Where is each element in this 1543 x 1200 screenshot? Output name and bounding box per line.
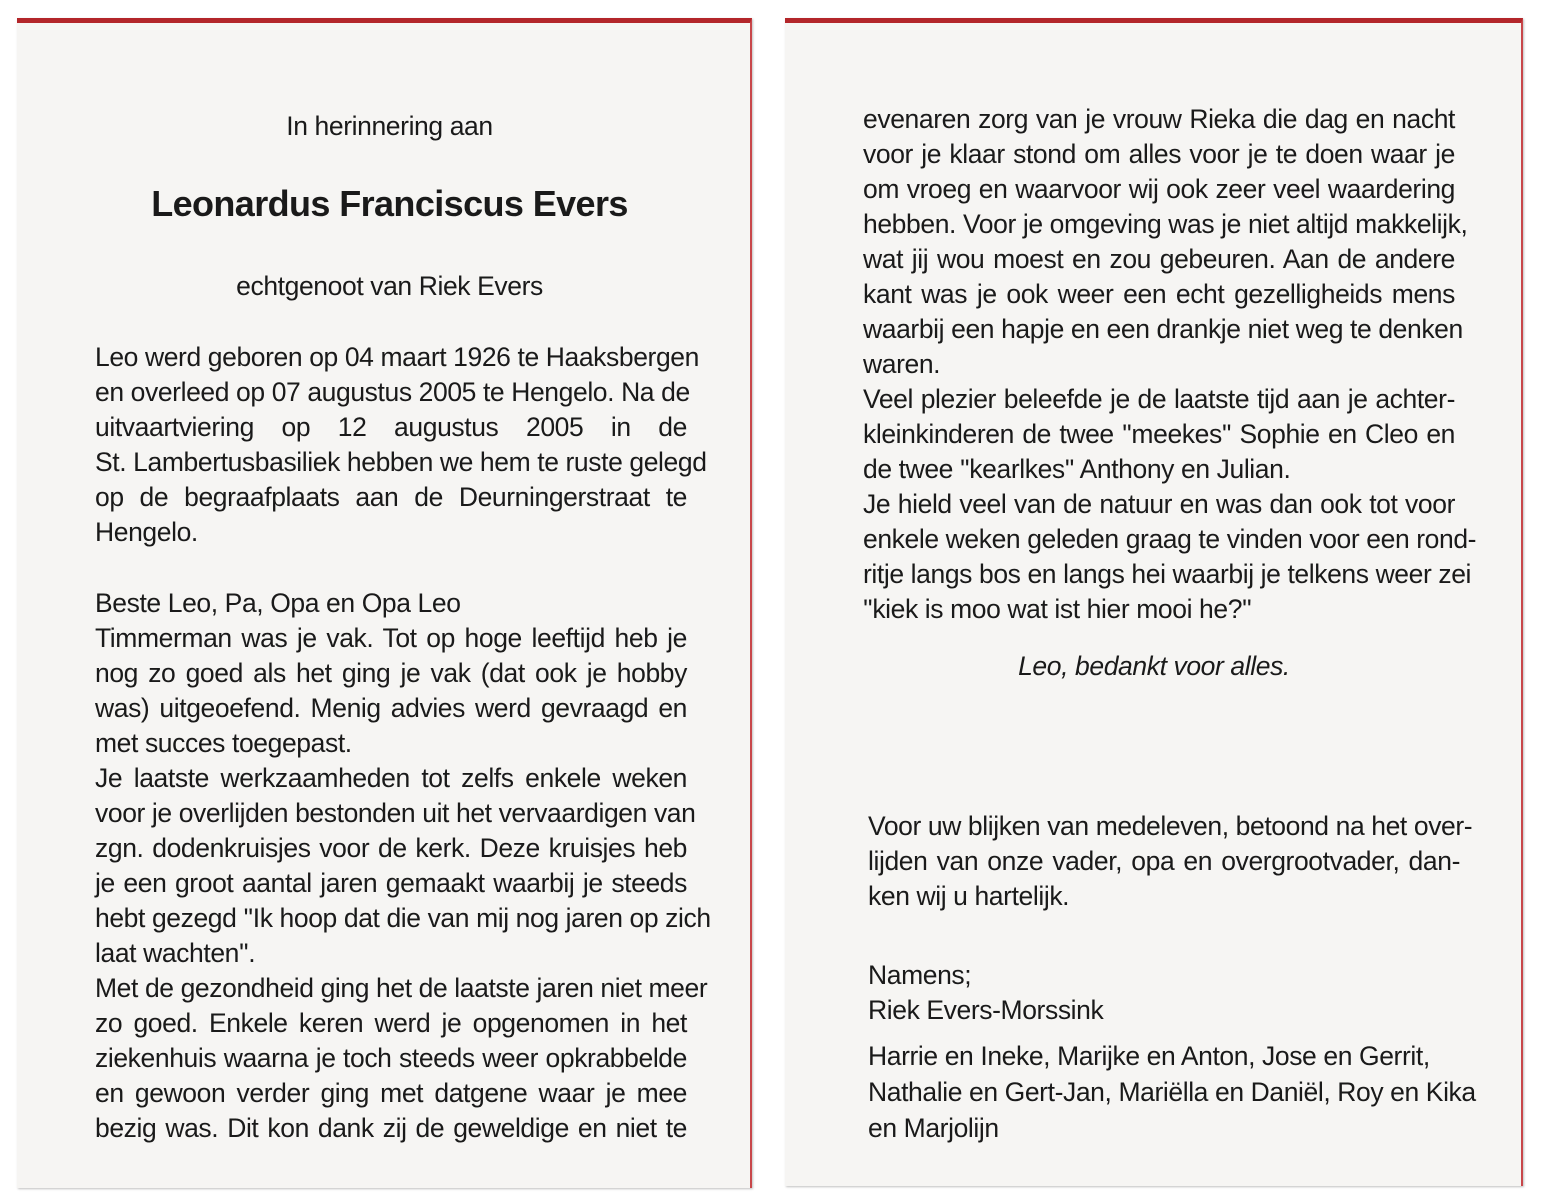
left-page	[17, 18, 752, 1188]
bio-line: uitvaartviering op 12 augustus 2005 in de	[95, 412, 687, 442]
letter-line: waarbij een hapje en een drankje niet weg te denken	[863, 314, 1463, 344]
letter-line: hebt gezegd ''Ik hoop dat die van mij nog jaren op zich	[95, 903, 711, 933]
gratitude-paragraph	[868, 809, 1473, 914]
signed-label: Namens;	[868, 960, 972, 990]
right-page	[785, 18, 1523, 1186]
family-line: Harrie en Ineke, Marijke en Anton, Jose en Gerrit,	[868, 1041, 1430, 1071]
family-line: Nathalie en Gert-Jan, Mariëlla en Daniël, Roy en Kika	[868, 1077, 1476, 1107]
letter-line: zo goed. Enkele keren werd je opgenomen in het	[95, 1008, 687, 1038]
bio-line: St. Lambertusbasiliek hebben we hem te ruste gelegd	[95, 447, 707, 477]
letter-continuation	[863, 102, 1477, 627]
letter-line: Veel plezier beleefde je de laatste tijd aan je achter-	[863, 384, 1455, 414]
signature-block	[868, 958, 1460, 1028]
gratitude-line: ken wij u hartelijk.	[868, 881, 1070, 911]
salutation: Beste Leo, Pa, Opa en Opa Leo	[95, 588, 461, 618]
bio-line: Hengelo.	[95, 517, 198, 547]
letter-line: en gewoon verder ging met datgene waar je mee	[95, 1078, 687, 1108]
letter-line: de twee ''kearlkes'' Anthony en Julian.	[863, 454, 1291, 484]
signatory-name: Riek Evers-Morssink	[868, 995, 1104, 1025]
letter-line: je een groot aantal jaren gemaakt waarbij je steeds	[95, 868, 687, 898]
letter-line: Je laatste werkzaamheden tot zelfs enkele weken	[95, 763, 687, 793]
bio-line: Leo werd geboren op 04 maart 1926 te Haaksbergen	[95, 342, 699, 372]
spouse-line: echtgenoot van Riek Evers	[236, 271, 543, 301]
letter-line: laat wachten''.	[95, 938, 256, 968]
letter-line: waren.	[863, 349, 941, 379]
letter-line: ritje langs bos en langs hei waarbij je telkens weer zei	[863, 559, 1472, 589]
letter-line: ziekenhuis waarna je toch steeds weer opkrabbelde	[95, 1043, 687, 1073]
letter-line: voor je overlijden bestonden uit het vervaardigen van	[95, 798, 696, 828]
letter-line: nog zo goed als het ging je vak (dat ook je hobby	[95, 658, 687, 688]
bio-line: en overleed op 07 augustus 2005 te Hengelo. Na de	[95, 377, 690, 407]
letter-line: wat jij wou moest en zou gebeuren. Aan de andere	[863, 244, 1455, 274]
closing-line: Leo, bedankt voor alles.	[1018, 651, 1290, 681]
letter-line: met succes toegepast.	[95, 728, 352, 758]
family-line: en Marjolijn	[868, 1113, 999, 1143]
letter-line: kant was je ook weer een echt gezelligheids mens	[863, 279, 1455, 309]
letter-line: enkele weken geleden graag te vinden voor een rond-	[863, 524, 1477, 554]
biography-paragraph	[95, 340, 707, 550]
letter-line: hebben. Voor je omgeving was je niet altijd makkelijk,	[863, 209, 1468, 239]
bio-line: op de begraafplaats aan de Deurningerstraat te	[95, 482, 687, 512]
letter-line: kleinkinderen de twee ''meekes'' Sophie en Cleo en	[863, 419, 1455, 449]
letter-line: Met de gezondheid ging het de laatste jaren niet meer	[95, 973, 708, 1003]
family-list	[868, 1038, 1476, 1146]
letter-line: was) uitgeoefend. Menig advies werd gevraagd en	[95, 693, 687, 723]
letter-line: Je hield veel van de natuur en was dan ook tot voor	[863, 489, 1455, 519]
deceased-name: Leonardus Franciscus Evers	[151, 183, 628, 224]
letter-line: voor je klaar stond om alles voor je te doen waar je	[863, 139, 1455, 169]
in-memory-heading: In herinnering aan	[286, 111, 493, 141]
letter-line: Timmerman was je vak. Tot op hoge leeftijd heb je	[95, 623, 687, 653]
gratitude-line: Voor uw blijken van medeleven, betoond na het over-	[868, 811, 1473, 841]
letter-line: zgn. dodenkruisjes voor de kerk. Deze kruisjes heb	[95, 833, 687, 863]
letter-line: bezig was. Dit kon dank zij de geweldige en niet te	[95, 1113, 687, 1143]
letter-line: ''kiek is moo wat ist hier mooi he?''	[863, 594, 1252, 624]
letter-line: om vroeg en waarvoor wij ook zeer veel waardering	[863, 174, 1455, 204]
letter-line: evenaren zorg van je vrouw Rieka die dag en nacht	[863, 104, 1455, 134]
letter-paragraph	[95, 586, 711, 1146]
gratitude-line: lijden van onze vader, opa en overgrootvader, dan-	[868, 846, 1460, 876]
